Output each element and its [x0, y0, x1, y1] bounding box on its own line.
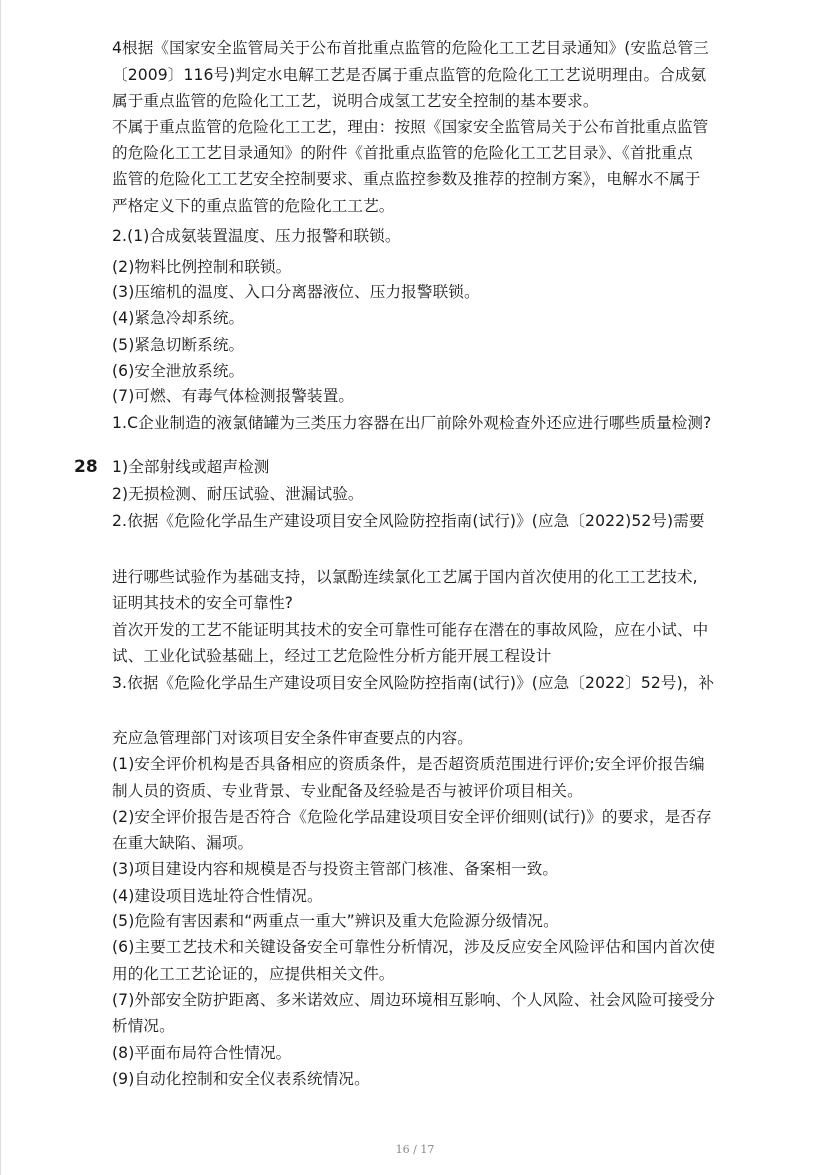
- text-line: 不属于重点监管的危险化工工艺，理由：按照《国家安全监管局关于公布首批重点监管: [112, 118, 709, 136]
- text-line: 属于重点监管的危险化工工艺，说明合成氢工艺安全控制的基本要求。: [112, 92, 599, 110]
- text-line: (6)主要工艺技术和关键设备安全可靠性分析情况，涉及反应安全风险评估和国内首次使: [112, 938, 716, 956]
- text-line: 严格定义下的重点监管的危险化工工艺。: [112, 197, 395, 215]
- text-line: (3)项目建设内容和规模是否与投资主管部门核准、备案相一致。: [112, 860, 559, 878]
- page-edge: [0, 0, 1, 1175]
- text-line: (2)物料比例控制和联锁。: [112, 258, 292, 276]
- text-line: 1.C企业制造的液氯储罐为三类压力容器在出厂前除外观检查外还应进行哪些质量检测?: [112, 414, 712, 432]
- text-line: 证明其技术的安全可靠性?: [112, 594, 294, 612]
- text-line: (4)紧急冷却系统。: [112, 309, 245, 327]
- text-line: (2)安全评价报告是否符合《危险化学品建设项目安全评价细则(试行)》的要求，是否存: [112, 808, 712, 826]
- text-line: 制人员的资质、专业背景、专业配备及经验是否与被评价项目相关。: [112, 782, 583, 800]
- text-line: 1)全部射线或超声检测: [112, 458, 270, 476]
- text-line: (1)安全评价机构是否具备相应的资质条件，是否超资质范围进行评价;安全评价报告编: [112, 755, 705, 773]
- text-line: (9)自动化控制和安全仪表系统情况。: [112, 1070, 370, 1088]
- text-line: 的危险化工工艺目录通知》的附件《首批重点监管的危险化工工艺目录》、《首批重点: [112, 144, 693, 162]
- text-line: (5)危险有害因素和“两重点一重大”辨识及重大危险源分级情况。: [112, 912, 559, 930]
- text-line: 2)无损检测、耐压试验、泄漏试验。: [112, 485, 364, 503]
- question-number: 28: [74, 457, 98, 477]
- text-line: 监管的危险化工工艺安全控制要求、重点监控参数及推荐的控制方案》，电解水不属于: [112, 170, 701, 188]
- text-line: (8)平面布局符合性情况。: [112, 1044, 292, 1062]
- text-line: 4根据《国家安全监管局关于公布首批重点监管的危险化工工艺目录通知》(安监总管三: [112, 39, 709, 57]
- text-line: (7)可燃、有毒气体检测报警装置。: [112, 387, 355, 405]
- text-line: 用的化工工艺论证的，应提供相关文件。: [112, 965, 395, 983]
- text-line: 在重大缺陷、漏项。: [112, 834, 254, 852]
- text-line: (5)紧急切断系统。: [112, 336, 245, 354]
- text-line: (4)建设项目选址符合性情况。: [112, 887, 323, 905]
- text-line: 首次开发的工艺不能证明其技术的安全可靠性可能存在潜在的事故风险，应在小试、中: [112, 621, 709, 639]
- text-line: 试、工业化试验基础上，经过工艺危险性分析方能开展工程设计: [112, 647, 552, 665]
- text-line: (3)压缩机的温度、入口分离器液位、压力报警联锁。: [112, 283, 480, 301]
- text-line: 2.(1)合成氨装置温度、压力报警和联锁。: [112, 227, 401, 245]
- text-line: 2.依据《危险化学品生产建设项目安全风险防控指南(试行)》(应急〔2022)52号)需要: [112, 512, 705, 530]
- text-line: 进行哪些试验作为基础支持，以氯酚连续氯化工艺属于国内首次使用的化工工艺技术,: [112, 568, 698, 586]
- page-indicator: 16 / 17: [395, 1143, 435, 1156]
- text-line: (7)外部安全防护距离、多米诺效应、周边环境相互影响、个人风险、社会风险可接受分: [112, 991, 716, 1009]
- text-line: 〔2009〕116号)判定水电解工艺是否属于重点监管的危险化工工艺说明理由。合成氨: [112, 66, 707, 84]
- text-line: 析情况。: [112, 1017, 175, 1035]
- text-line: (6)安全泄放系统。: [112, 362, 245, 380]
- text-line: 充应急管理部门对该项目安全条件审查要点的内容。: [112, 729, 473, 747]
- text-line: 3.依据《危险化学品生产建设项目安全风险防控指南(试行)》(应急〔2022〕52号)，补: [112, 674, 715, 692]
